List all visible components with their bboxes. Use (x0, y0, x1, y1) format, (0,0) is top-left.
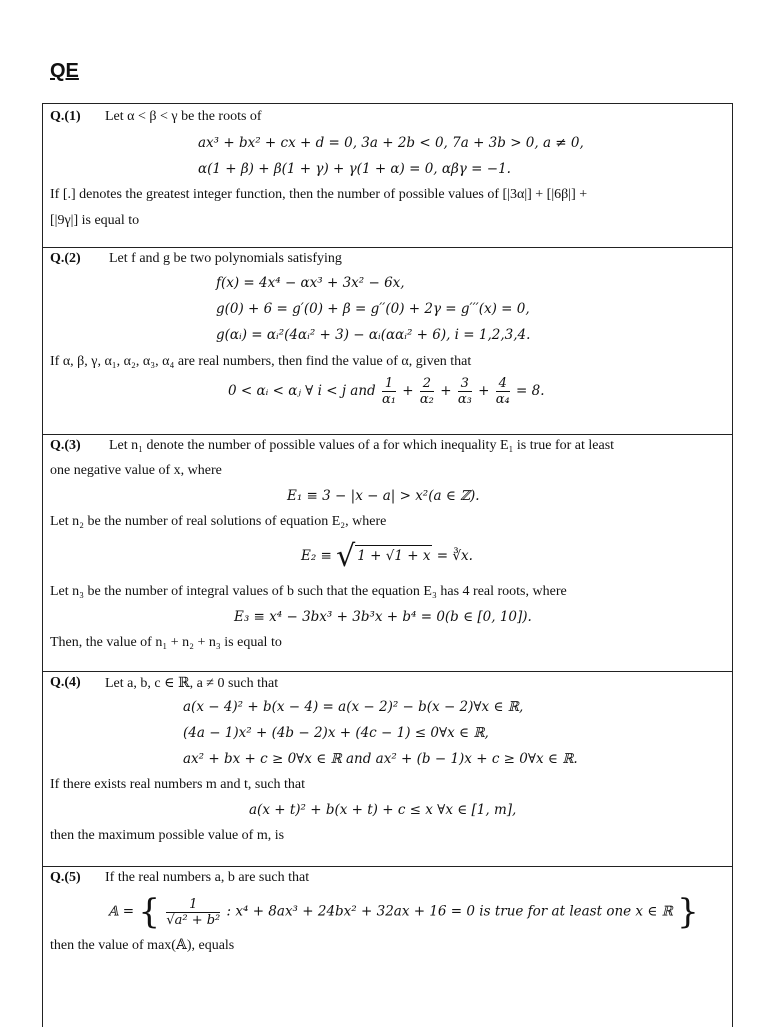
fraction (458, 376, 472, 407)
question-text: Let n₂ be the number of real solutions of equation E₂, where (50, 514, 387, 529)
question-intro: Let a, b, c ∈ ℝ, a ≠ 0 such that (105, 676, 279, 691)
equation: E₁ ≡ 3 − |x − a| > x²(a ∈ ℤ). (287, 488, 480, 504)
numerator: 1 (166, 897, 220, 913)
radical-icon: √ (336, 539, 356, 574)
equation: f(x) = 4x⁴ − αx³ + 3x² − 6x, (216, 275, 405, 291)
denominator: √a² + b² (166, 912, 221, 928)
equation: a(x + t)² + b(x + t) + c ≤ x ∀x ∈ [1, m], (249, 802, 517, 818)
equation: g(0) + 6 = g′(0) + β = g′′(0) + 2γ = g′′′(x) = 0, (216, 301, 530, 317)
equation: (4a − 1)x² + (4b − 2)x + (4c − 1) ≤ 0∀x ∈ ℝ, (183, 725, 489, 741)
question-intro: If the real numbers a, b are such that (105, 870, 310, 885)
left-brace-icon: { (138, 892, 161, 932)
set-lhs: 𝔸 = (108, 903, 135, 920)
set-condition: : x⁴ + 8ax³ + 24bx² + 32ax + 16 = 0 is true for at least one x ∈ ℝ (226, 903, 673, 920)
numerator: 2 (420, 376, 434, 392)
result: = 8. (516, 383, 545, 399)
denominator: α₁ (382, 392, 396, 407)
question-intro: Let α < β < γ be the roots of (105, 109, 262, 124)
page-title: QE (50, 60, 79, 82)
equation: ax² + bx + c ≥ 0∀x ∈ ℝ and ax² + (b − 1)x + c ≥ 0∀x ∈ ℝ. (183, 751, 578, 767)
plus: + (402, 383, 414, 399)
equation-e2 (301, 539, 473, 574)
e2-lhs: E₂ ≡ (301, 548, 332, 564)
question-text: Let n₃ be the number of integral values of b such that the equation E₃ has 4 real roots, where (50, 584, 567, 599)
fraction (382, 376, 396, 407)
condition: 0 < αᵢ < αⱼ ∀ i < j and (228, 383, 376, 399)
numerator: 1 (382, 376, 396, 392)
question-5 (43, 866, 732, 1027)
fraction (166, 897, 220, 928)
question-text: Then, the value of n₁ + n₂ + n₃ is equal to (50, 635, 282, 650)
question-text: one negative value of x, where (50, 463, 222, 478)
question-2 (43, 247, 732, 434)
equation: ax³ + bx² + cx + d = 0, 3a + 2b < 0, 7a + 3b > 0, a ≠ 0, (198, 135, 584, 151)
condition-equation (228, 376, 545, 407)
question-4 (43, 671, 732, 866)
plus: + (440, 383, 452, 399)
radicand: 1 + √1 + x (355, 545, 432, 564)
fraction (420, 376, 434, 407)
equation: a(x − 4)² + b(x − 4) = a(x − 2)² − b(x − 2)∀x ∈ ℝ, (183, 699, 524, 715)
question-text: If α, β, γ, α₁, α₂, α₃, α₄ are real numbers, then find the value of α, given that (50, 354, 472, 369)
denominator: α₄ (495, 392, 510, 407)
question-number: Q.(1) (50, 109, 81, 124)
question-text: then the maximum possible value of m, is (50, 828, 285, 843)
question-intro: Let n₁ denote the number of possible values of a for which inequality E₁ is true for at least (109, 438, 615, 453)
denominator: α₃ (457, 392, 472, 407)
plus: + (478, 383, 490, 399)
right-brace-icon: } (677, 892, 699, 932)
questions-table (42, 103, 733, 1027)
question-number: Q.(5) (50, 870, 81, 885)
question-1 (43, 103, 732, 247)
set-definition (108, 892, 699, 932)
question-3 (43, 434, 732, 671)
numerator: 3 (458, 376, 472, 392)
question-text: then the value of max(𝔸), equals (50, 938, 235, 953)
fraction (496, 376, 510, 407)
question-number: Q.(3) (50, 438, 81, 453)
equation: E₃ ≡ x⁴ − 3bx³ + 3b³x + b⁴ = 0(b ∈ [0, 10]). (234, 609, 532, 625)
question-intro: Let f and g be two polynomials satisfying (109, 251, 342, 266)
equation: α(1 + β) + β(1 + γ) + γ(1 + α) = 0, αβγ = −1. (198, 161, 511, 177)
numerator: 4 (496, 376, 510, 392)
question-text: If there exists real numbers m and t, such that (50, 777, 306, 792)
denominator: α₂ (419, 392, 434, 407)
question-number: Q.(2) (50, 251, 81, 266)
e2-rhs: = ∛x. (436, 548, 473, 564)
question-text: [|9γ|] is equal to (50, 213, 140, 228)
question-text: If [.] denotes the greatest integer function, then the number of possible values of [|3α|] + [|6β|] + (50, 187, 588, 202)
question-number: Q.(4) (50, 675, 81, 690)
equation: g(αᵢ) = αᵢ²(4αᵢ² + 3) − αᵢ(ααᵢ² + 6), i = 1,2,3,4. (216, 327, 531, 343)
